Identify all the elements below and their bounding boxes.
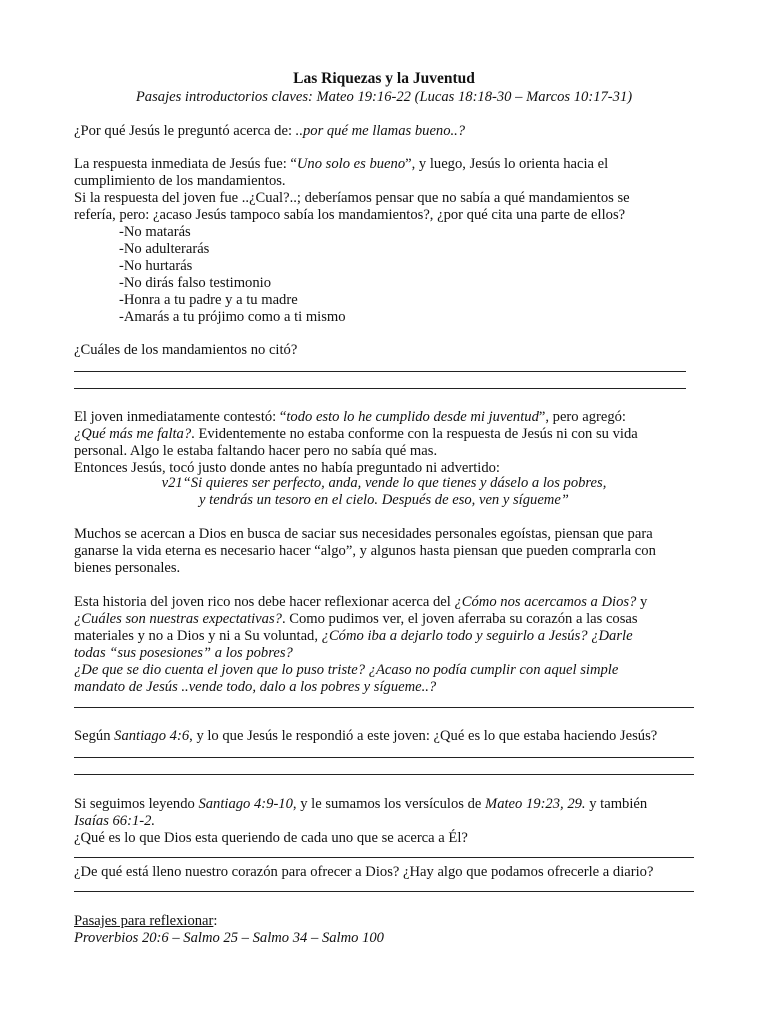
paragraph-4-line: Esta historia del joven rico nos debe hacer reflexionar acerca del ¿Cómo nos acercamos a Dios? y bbox=[74, 594, 648, 610]
paragraph-4-line: mandato de Jesús ..vende todo, dalo a los pobres y sígueme..? bbox=[74, 679, 437, 695]
paragraph-2-line: personal. Algo le estaba faltando hacer pero no sabía qué mas. bbox=[74, 443, 438, 459]
paragraph-5-line: Isaías 66:1-2. bbox=[74, 813, 156, 829]
paragraph-3-line: Muchos se acercan a Dios en busca de saciar sus necesidades personales egoístas, piensan que para bbox=[74, 526, 653, 542]
answer-line bbox=[74, 371, 686, 372]
paragraph-4-line: ¿De que se dio cuenta el joven que lo puso triste? ¿Acaso no podía cumplir con aquel simple bbox=[74, 662, 619, 678]
paragraph-2-line: ¿Qué más me falta?. Evidentemente no estaba conforme con la respuesta de Jesús ni con su vida bbox=[74, 426, 638, 442]
paragraph-1-line: refería, pero: ¿acaso Jesús tampoco sabía los mandamientos?, ¿por qué cita una parte de ellos? bbox=[74, 207, 626, 223]
answer-line bbox=[74, 774, 694, 775]
answer-line bbox=[74, 891, 694, 892]
paragraph-4-line: ¿Cuáles son nuestras expectativas?. Como pudimos ver, el joven aferraba su corazón a las cosas bbox=[74, 611, 638, 627]
paragraph-1-line: cumplimiento de los mandamientos. bbox=[74, 173, 286, 189]
paragraph-1-line: La respuesta inmediata de Jesús fue: “Uno solo es bueno”, y luego, Jesús lo orienta hacia el bbox=[74, 156, 609, 172]
verse-quote-line: y tendrás un tesoro en el cielo. Después de eso, ven y sígueme” bbox=[199, 492, 569, 508]
paragraph-2-line: Entonces Jesús, tocó justo donde antes no había preguntado ni advertido: bbox=[74, 460, 500, 476]
commandment-item: -Amarás a tu prójimo como a ti mismo bbox=[119, 309, 346, 325]
commandment-item: -Honra a tu padre y a tu madre bbox=[119, 292, 298, 308]
document-title: Las Riquezas y la Juventud bbox=[293, 70, 475, 87]
paragraph-3-line: bienes personales. bbox=[74, 560, 181, 576]
answer-line bbox=[74, 857, 694, 858]
question-2: ¿Cuáles de los mandamientos no citó? bbox=[74, 342, 298, 358]
paragraph-5-line: Si seguimos leyendo Santiago 4:9-10, y le sumamos los versículos de Mateo 19:23, 29. y también bbox=[74, 796, 648, 812]
question-1: ¿Por qué Jesús le preguntó acerca de: ..por qué me llamas bueno..? bbox=[74, 123, 466, 139]
paragraph-4-line: materiales y no a Dios y ni a Su voluntad, ¿Cómo iba a dejarlo todo y seguirlo a Jesús? ¿Darle bbox=[74, 628, 633, 644]
paragraph-3-line: ganarse la vida eterna es necesario hacer “algo”, y algunos hasta piensan que pueden comprarla con bbox=[74, 543, 656, 559]
document-subtitle: Pasajes introductorios claves: Mateo 19:16-22 (Lucas 18:18-30 – Marcos 10:17-31) bbox=[135, 89, 633, 105]
answer-line bbox=[74, 388, 686, 389]
question-3: Según Santiago 4:6, y lo que Jesús le respondió a este joven: ¿Qué es lo que estaba haciendo Jesús? bbox=[74, 728, 658, 744]
answer-line bbox=[74, 757, 694, 758]
paragraph-5-line: ¿Qué es lo que Dios esta queriendo de cada uno que se acerca a Él? bbox=[74, 830, 468, 846]
verse-quote-line: v21“Si quieres ser perfecto, anda, vende lo que tienes y dáselo a los pobres, bbox=[161, 475, 607, 491]
reflection-passages: Proverbios 20:6 – Salmo 25 – Salmo 34 – Salmo 100 bbox=[74, 930, 384, 946]
paragraph-4-line: todas “sus posesiones” a los pobres? bbox=[74, 645, 293, 661]
reflection-heading: Pasajes para reflexionar: bbox=[74, 913, 218, 929]
commandment-item: -No adulterarás bbox=[119, 241, 210, 257]
commandment-item: -No matarás bbox=[119, 224, 191, 240]
commandment-item: -No hurtarás bbox=[119, 258, 193, 274]
commandment-item: -No dirás falso testimonio bbox=[119, 275, 271, 291]
paragraph-1-line: Si la respuesta del joven fue ..¿Cual?..; deberíamos pensar que no sabía a qué mandamientos se bbox=[74, 190, 630, 206]
answer-line bbox=[74, 707, 694, 708]
paragraph-2-line: El joven inmediatamente contestó: “todo esto lo he cumplido desde mi juventud”, pero agregó: bbox=[74, 409, 626, 425]
paragraph-5-line: ¿De qué está lleno nuestro corazón para ofrecer a Dios? ¿Hay algo que podamos ofrecerle a diario? bbox=[74, 864, 654, 880]
